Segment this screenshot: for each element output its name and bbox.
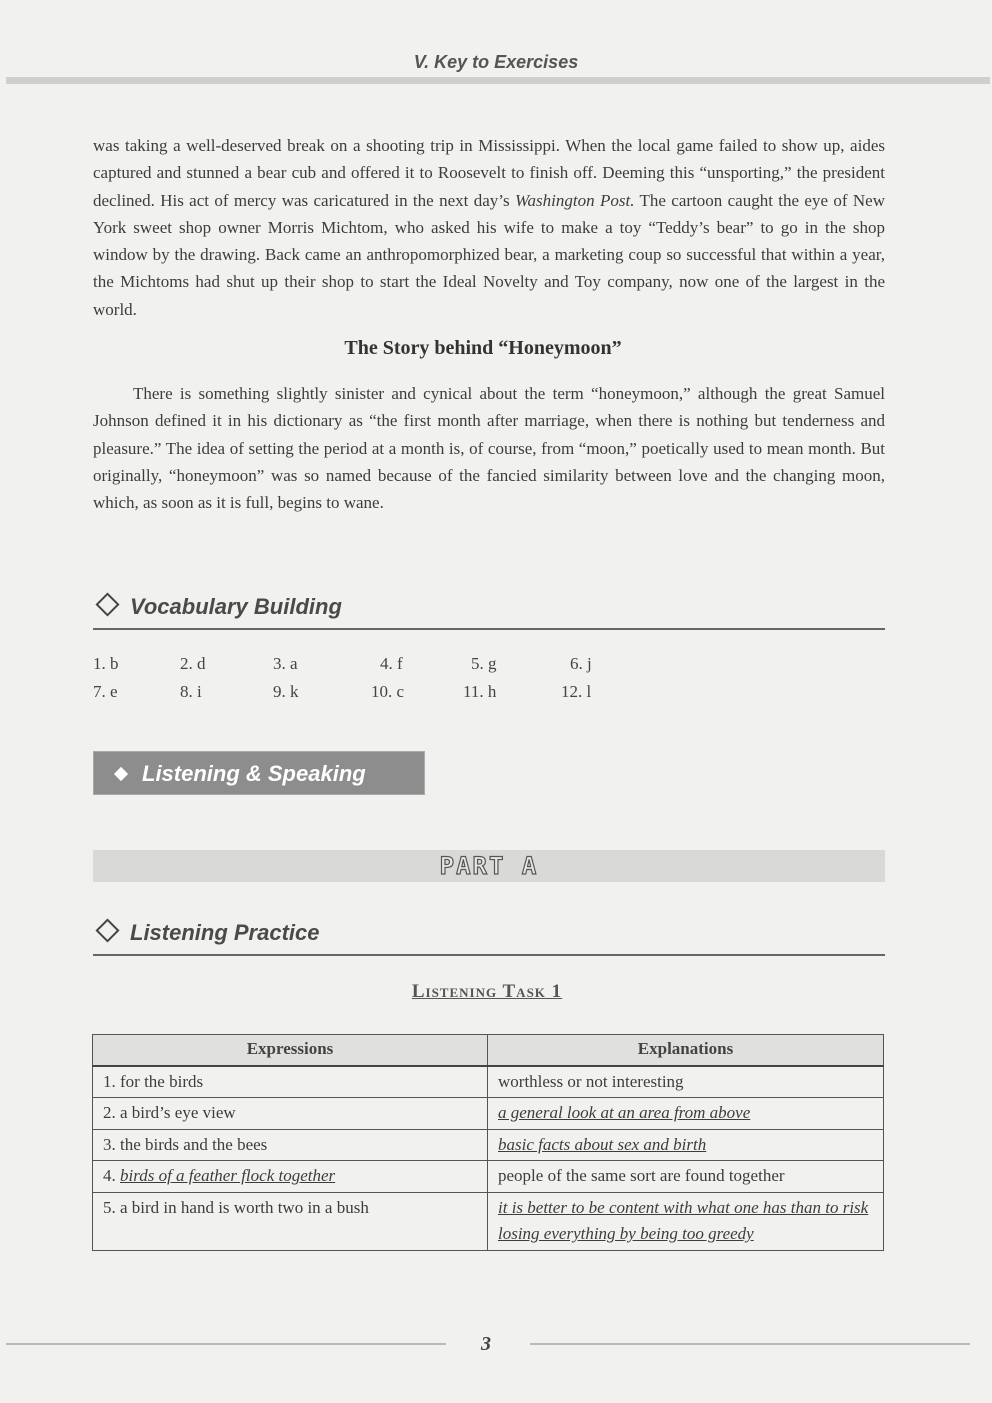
running-header: V. Key to Exercises bbox=[413, 52, 579, 72]
vocab-answer: 8. i bbox=[180, 682, 202, 701]
column-header-expressions: Expressions bbox=[93, 1035, 488, 1066]
column-header-explanations: Explanations bbox=[488, 1035, 884, 1066]
intro-text-b: The cartoon caught the eye of New York sweet shop owner Morris Michtom, who asked his wife to make a toy “Teddy’s bear” to go in the shop window by the drawing. Back came an anthropomorphized bear, a marketing coup so successful that within a year, the Michtoms had shut up their shop to start the Ideal Novelty and Toy company, now one of the largest in the world. bbox=[93, 190, 886, 319]
expression-number: 4. bbox=[103, 1166, 120, 1185]
banner-label: Listening & Speaking bbox=[142, 761, 366, 786]
expression-cell bbox=[93, 1066, 488, 1098]
vocab-answer: 6. j bbox=[570, 654, 592, 673]
vocab-answer: 3. a bbox=[273, 654, 298, 673]
expression-text: a bird in hand is worth two in a bush bbox=[120, 1197, 369, 1217]
expression-number: 1. bbox=[103, 1071, 120, 1091]
expressions-table bbox=[92, 1034, 884, 1251]
table-row bbox=[93, 1066, 884, 1098]
explanation-cell: a general look at an area from above bbox=[488, 1098, 884, 1130]
listening-practice-heading-text: Listening Practice bbox=[130, 920, 320, 945]
table-row bbox=[93, 1161, 884, 1193]
listening-speaking-banner bbox=[93, 751, 425, 795]
expression-cell bbox=[93, 1129, 488, 1161]
listening-practice-heading bbox=[93, 920, 885, 956]
explanation-cell: worthless or not interesting bbox=[488, 1066, 884, 1098]
header-rule bbox=[6, 77, 990, 84]
vocab-answer: 4. f bbox=[380, 654, 403, 673]
vocab-answer: 5. g bbox=[471, 654, 497, 673]
vocab-answers-row-2 bbox=[93, 682, 653, 710]
expression-number: 5. bbox=[103, 1197, 120, 1217]
table-row bbox=[93, 1129, 884, 1161]
explanation-cell: people of the same sort are found together bbox=[488, 1161, 884, 1193]
story-paragraph: There is something slightly sinister and cynical about the term “honeymoon,” although the great Samuel Johnson defined it in his dictionary as “the first month after marriage, when there is nothing but tenderness and pleasure.” The idea of setting the period at a month is, of course, from “moon,” poetically used to mean month. But originally, “honeymoon” was so named because of the fancied similarity between love and the changing moon, which, as soon as it is full, begins to wane. bbox=[93, 384, 885, 513]
vocabulary-heading-text: Vocabulary Building bbox=[130, 594, 342, 619]
diamond-icon bbox=[114, 767, 128, 781]
expression-cell bbox=[93, 1192, 488, 1250]
intro-paragraph bbox=[93, 132, 885, 323]
vocab-answer: 12. l bbox=[561, 682, 592, 701]
expression-text: the birds and the bees bbox=[120, 1134, 268, 1154]
page-number: 3 bbox=[481, 1333, 491, 1355]
vocab-answer: 7. e bbox=[93, 682, 118, 701]
expression-cell bbox=[93, 1098, 488, 1130]
intro-text-a: was taking a well-deserved break on a shooting trip in Mississippi. When the local game failed to show up, aides captured and stunned a bear cub and offered it to Roosevelt to finish off. Deeming this “unsporting,” the president declined. His act of mercy was caricatured in the next day’s bbox=[93, 136, 885, 210]
table-header-row bbox=[93, 1035, 884, 1066]
vocab-answer: 9. k bbox=[273, 682, 299, 701]
explanation-cell: basic facts about sex and birth bbox=[488, 1129, 884, 1161]
task-title: Listening Task 1 bbox=[411, 981, 563, 1002]
vocab-answer: 10. c bbox=[371, 682, 405, 701]
vocabulary-heading bbox=[93, 594, 885, 630]
diamond-icon bbox=[95, 918, 119, 942]
story-title: The Story behind “Honeymoon” bbox=[344, 337, 622, 359]
expression-text: a bird’s eye view bbox=[120, 1103, 236, 1122]
table-row bbox=[93, 1098, 884, 1130]
expression-text: birds of a feather flock together bbox=[120, 1166, 336, 1185]
expression-cell bbox=[93, 1161, 488, 1193]
vocab-answers-row-1 bbox=[93, 654, 653, 682]
expression-number: 2. bbox=[103, 1103, 120, 1122]
vocab-answer: 11. h bbox=[463, 682, 497, 701]
diamond-icon bbox=[95, 592, 119, 616]
part-label: PART A bbox=[439, 852, 539, 880]
explanation-cell: it is better to be content with what one has than to risk losing everything by being too greedy bbox=[488, 1192, 884, 1250]
vocab-answer: 2. d bbox=[180, 654, 206, 673]
intro-italic-title: Washington Post. bbox=[514, 190, 635, 210]
expression-number: 3. bbox=[103, 1134, 120, 1154]
vocab-answer: 1. b bbox=[93, 654, 119, 673]
expression-text: for the birds bbox=[120, 1071, 204, 1091]
table-row bbox=[93, 1192, 884, 1250]
